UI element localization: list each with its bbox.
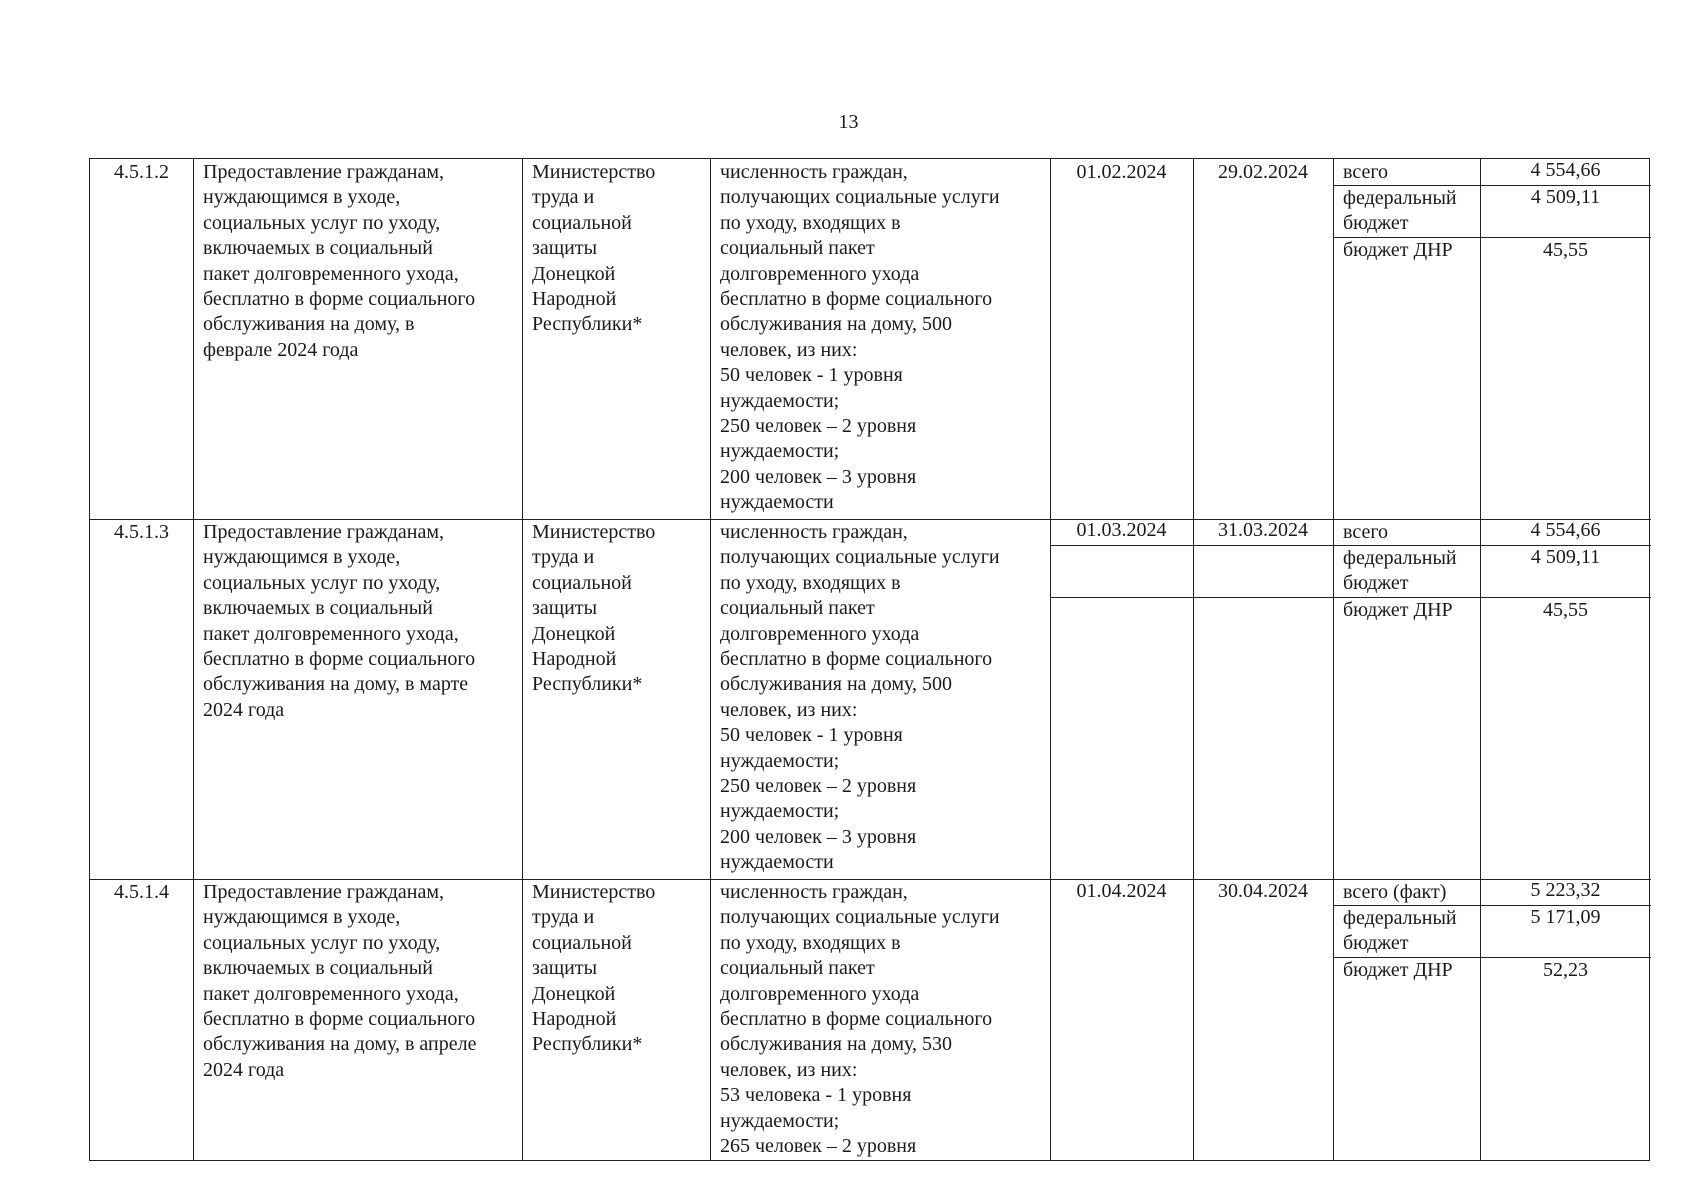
row-indicator: численность граждан, получающих социальные услуги по уходу, входящих в социальный пакет долговременного ухода бесплатно в форме социального обслуживания на дому, 500 человек, из них: 50 человек - 1 уровня нуждаемости; 250 человек – 2 уровня нуждаемости; 200 человек – 3 уровня нуждаемости	[720, 521, 1000, 874]
row-indicator: численность граждан, получающих социальные услуги по уходу, входящих в социальный пакет долговременного ухода бесплатно в форме социального обслуживания на дому, 530 человек, из них: 53 человека - 1 уровня нуждаемости; 265 человек – 2 уровня	[720, 881, 1000, 1158]
row-description: Предоставление гражданам, нуждающимся в уходе, социальных услуг по уходу, включаемых в социальный пакет долговременного ухода, бесплатно в форме социального обслуживания на дому, в феврале 2024 года	[203, 161, 476, 361]
funding-source: бюджет ДНР	[1343, 959, 1453, 981]
page-number: 13	[838, 111, 859, 133]
row-executor: Министерство труда и социальной защиты Донецкой Народной Республики*	[532, 521, 656, 696]
row-end-date: 29.02.2024	[1218, 161, 1308, 183]
funding-amount: 52,23	[1543, 959, 1588, 981]
row-description: Предоставление гражданам, нуждающимся в уходе, социальных услуг по уходу, включаемых в социальный пакет долговременного ухода, бесплатно в форме социального обслуживания на дому, в апреле 2024 года	[203, 881, 477, 1081]
row-executor: Министерство труда и социальной защиты Донецкой Народной Республики*	[532, 161, 656, 336]
row-start-date: 01.02.2024	[1076, 161, 1167, 183]
column-divider	[1050, 159, 1051, 1160]
funding-source: федеральный бюджет	[1343, 907, 1457, 955]
row-start-date: 01.03.2024	[1076, 519, 1167, 541]
funding-source: всего (факт)	[1343, 881, 1447, 903]
funding-amount: 4 554,66	[1530, 159, 1601, 181]
funding-source: федеральный бюджет	[1343, 187, 1457, 235]
funding-source: федеральный бюджет	[1343, 547, 1457, 595]
row-description: Предоставление гражданам, нуждающимся в уходе, социальных услуг по уходу, включаемых в социальный пакет долговременного ухода, бесплатно в форме социального обслуживания на дому, в марте 2024 года	[203, 521, 476, 721]
funding-amount: 5 223,32	[1530, 879, 1601, 901]
column-divider	[193, 159, 194, 1160]
row-indicator: численность граждан, получающих социальные услуги по уходу, входящих в социальный пакет долговременного ухода бесплатно в форме социального обслуживания на дому, 500 человек, из них: 50 человек - 1 уровня нуждаемости; 250 человек – 2 уровня нуждаемости; 200 человек – 3 уровня нуждаемости	[720, 161, 1000, 514]
plan-table	[89, 158, 1650, 1161]
funding-source: бюджет ДНР	[1343, 239, 1453, 261]
funding-amount: 4 554,66	[1530, 519, 1601, 541]
column-divider	[710, 159, 711, 1160]
column-divider	[1480, 159, 1481, 1160]
row-code: 4.5.1.4	[114, 881, 169, 903]
row-executor: Министерство труда и социальной защиты Донецкой Народной Республики*	[532, 881, 656, 1056]
row-code: 4.5.1.2	[114, 161, 169, 183]
funding-amount: 45,55	[1543, 599, 1588, 621]
funding-source: всего	[1343, 161, 1389, 183]
column-divider	[522, 159, 523, 1160]
funding-source: бюджет ДНР	[1343, 599, 1453, 621]
row-code: 4.5.1.3	[114, 521, 169, 543]
funding-amount: 45,55	[1543, 239, 1588, 261]
funding-amount: 5 171,09	[1530, 906, 1601, 928]
funding-amount: 4 509,11	[1530, 186, 1601, 208]
column-divider	[1193, 159, 1194, 1160]
funding-amount: 4 509,11	[1530, 546, 1601, 568]
row-end-date: 30.04.2024	[1218, 880, 1308, 902]
row-end-date: 31.03.2024	[1218, 519, 1308, 541]
column-divider	[1333, 159, 1334, 1160]
row-start-date: 01.04.2024	[1076, 880, 1167, 902]
funding-source: всего	[1343, 521, 1389, 543]
